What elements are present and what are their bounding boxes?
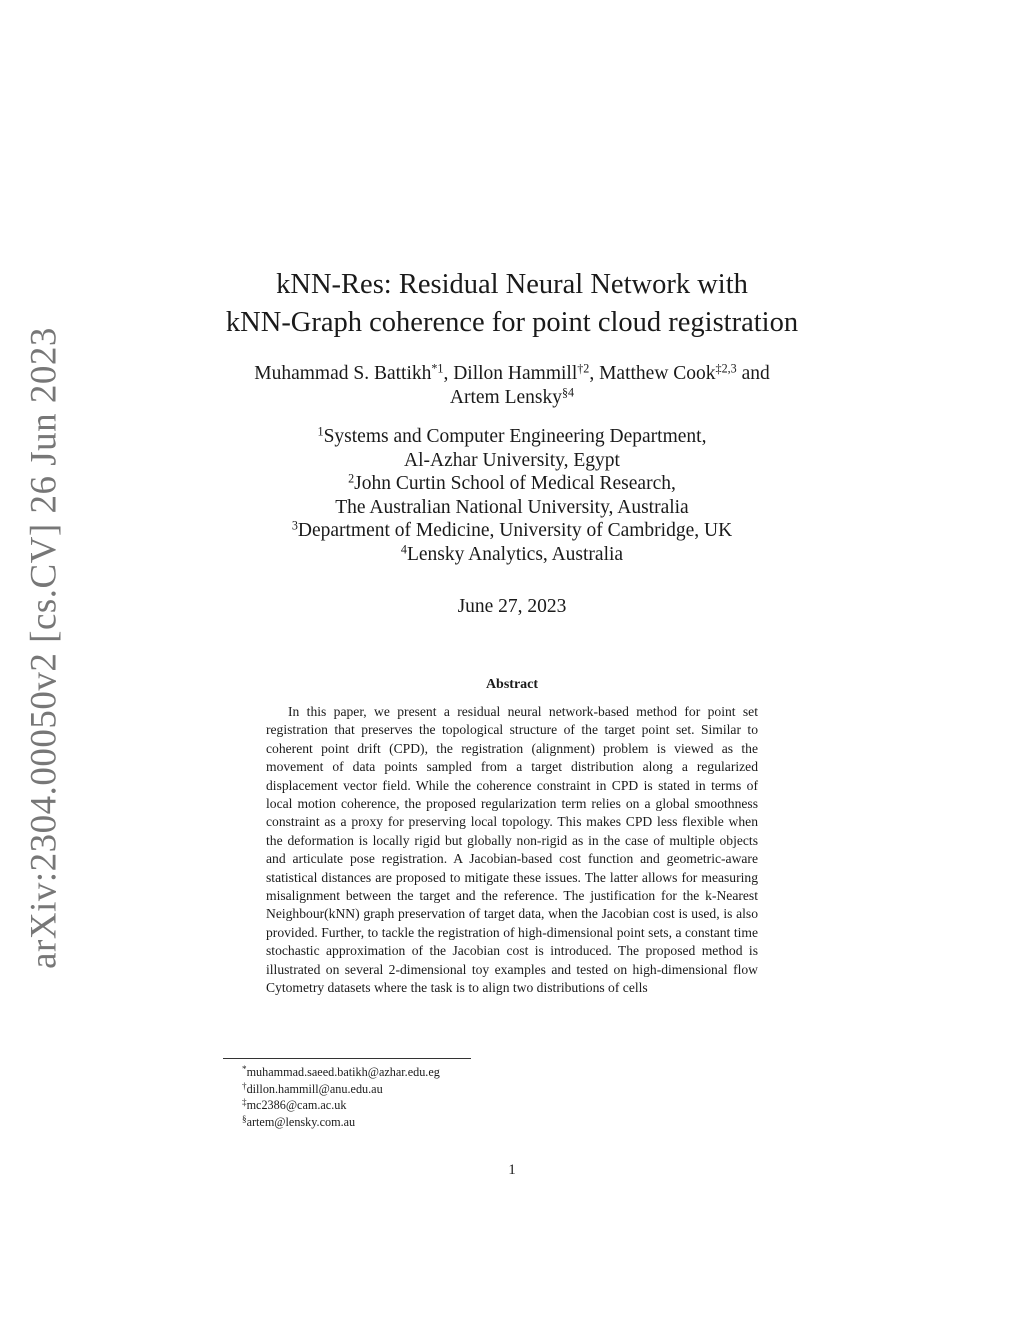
affiliation-mark: 4 xyxy=(400,541,407,556)
affiliation-text: Department of Medicine, University of Cambridge, UK xyxy=(297,520,733,541)
author-line-2 xyxy=(180,386,844,410)
footnote-list xyxy=(242,1064,440,1130)
footnote xyxy=(242,1097,440,1114)
author-name: Artem Lensky xyxy=(449,387,563,408)
affiliation-text: John Curtin School of Medical Research, xyxy=(354,473,676,494)
author-marks: *1 xyxy=(431,361,444,376)
affiliation-list xyxy=(200,425,824,566)
affiliation-text: Al-Azhar University, Egypt xyxy=(404,449,620,471)
title-line-1: kNN-Res: Residual Neural Network with xyxy=(276,269,748,300)
author-name: Muhammad S. Battikh xyxy=(254,363,432,384)
author-line-1 xyxy=(180,362,844,386)
author-list xyxy=(180,362,844,410)
page-number: 1 xyxy=(508,1162,516,1178)
affiliation-mark: 1 xyxy=(317,424,324,439)
author-marks: †2 xyxy=(577,361,590,376)
footnote-mark: * xyxy=(242,1063,247,1074)
abstract-body: In this paper, we present a residual neural network-based method for point set registration that preserves the topological structure of the target point set. Similar to coherent point drift (CPD), the registration (alignment) problem is viewed as the movement of data points sampled from a target distribution along a regularized displacement vector field. While the coherence constraint in CPD is stated in terms of local motion coherence, the proposed regularization term relies on a global smoothness constraint as a proxy for preserving local topology. This makes CPD less flexible when the deformation is locally rigid but globally non-rigid as in the case of multiple objects and articulate pose registration. A Jacobian-based cost function and geometric-aware statistical distances are proposed to mitigate these issues. The latter allows for measuring misalignment between the target and the reference. The justification for the k-Nearest Neighbour(kNN) graph preservation of target data, when the Jacobian cost is used, is also provided. Further, to tackle the registration of high-dimensional point sets, a constant time stochastic approximation of the Jacobian cost is introduced. The proposed method is illustrated on several 2-dimensional toy examples and tested on high-dimensional flow Cytometry datasets where the task is to align two distributions of cells xyxy=(266,704,758,996)
author-marks: ‡2,3 xyxy=(715,361,737,376)
footnote-email: artem@lensky.com.au xyxy=(246,1114,356,1129)
footnote-mark: § xyxy=(242,1113,247,1124)
author-separator: and xyxy=(736,363,770,384)
author-name: Dillon Hammill xyxy=(453,363,578,384)
affiliation-line xyxy=(200,496,824,520)
affiliation-line xyxy=(200,543,824,567)
abstract-heading: Abstract xyxy=(485,677,539,692)
footnote xyxy=(242,1081,440,1098)
affiliation-line xyxy=(200,519,824,543)
paper-title xyxy=(200,266,824,342)
arxiv-identifier: arXiv:2304.00050v2 [cs.CV] 26 Jun 2023 xyxy=(23,327,65,969)
footnote-email: muhammad.saeed.batikh@azhar.edu.eg xyxy=(246,1065,440,1079)
author-separator: , xyxy=(589,363,600,384)
affiliation-line xyxy=(200,472,824,496)
footnote xyxy=(242,1064,440,1081)
affiliation-mark: 2 xyxy=(348,471,355,486)
author-marks: §4 xyxy=(562,385,575,400)
affiliation-line xyxy=(200,449,824,473)
footnote-email: mc2386@cam.ac.uk xyxy=(246,1098,347,1112)
affiliation-mark: 3 xyxy=(291,518,298,533)
footnote xyxy=(242,1114,440,1131)
affiliation-text: Lensky Analytics, Australia xyxy=(406,543,624,565)
footnote-divider xyxy=(223,1058,471,1059)
footnote-mark: ‡ xyxy=(242,1096,247,1107)
affiliation-text: The Australian National University, Australia xyxy=(335,496,689,518)
footnote-email: dillon.hammill@anu.edu.au xyxy=(246,1081,383,1096)
footnote-mark: † xyxy=(242,1080,247,1091)
affiliation-line xyxy=(200,425,824,449)
author-separator: , xyxy=(443,363,454,384)
publication-date: June 27, 2023 xyxy=(457,596,567,617)
affiliation-text: Systems and Computer Engineering Department, xyxy=(323,426,707,447)
author-name: Matthew Cook xyxy=(599,363,716,384)
title-line-2: kNN-Graph coherence for point cloud registration xyxy=(225,307,799,338)
